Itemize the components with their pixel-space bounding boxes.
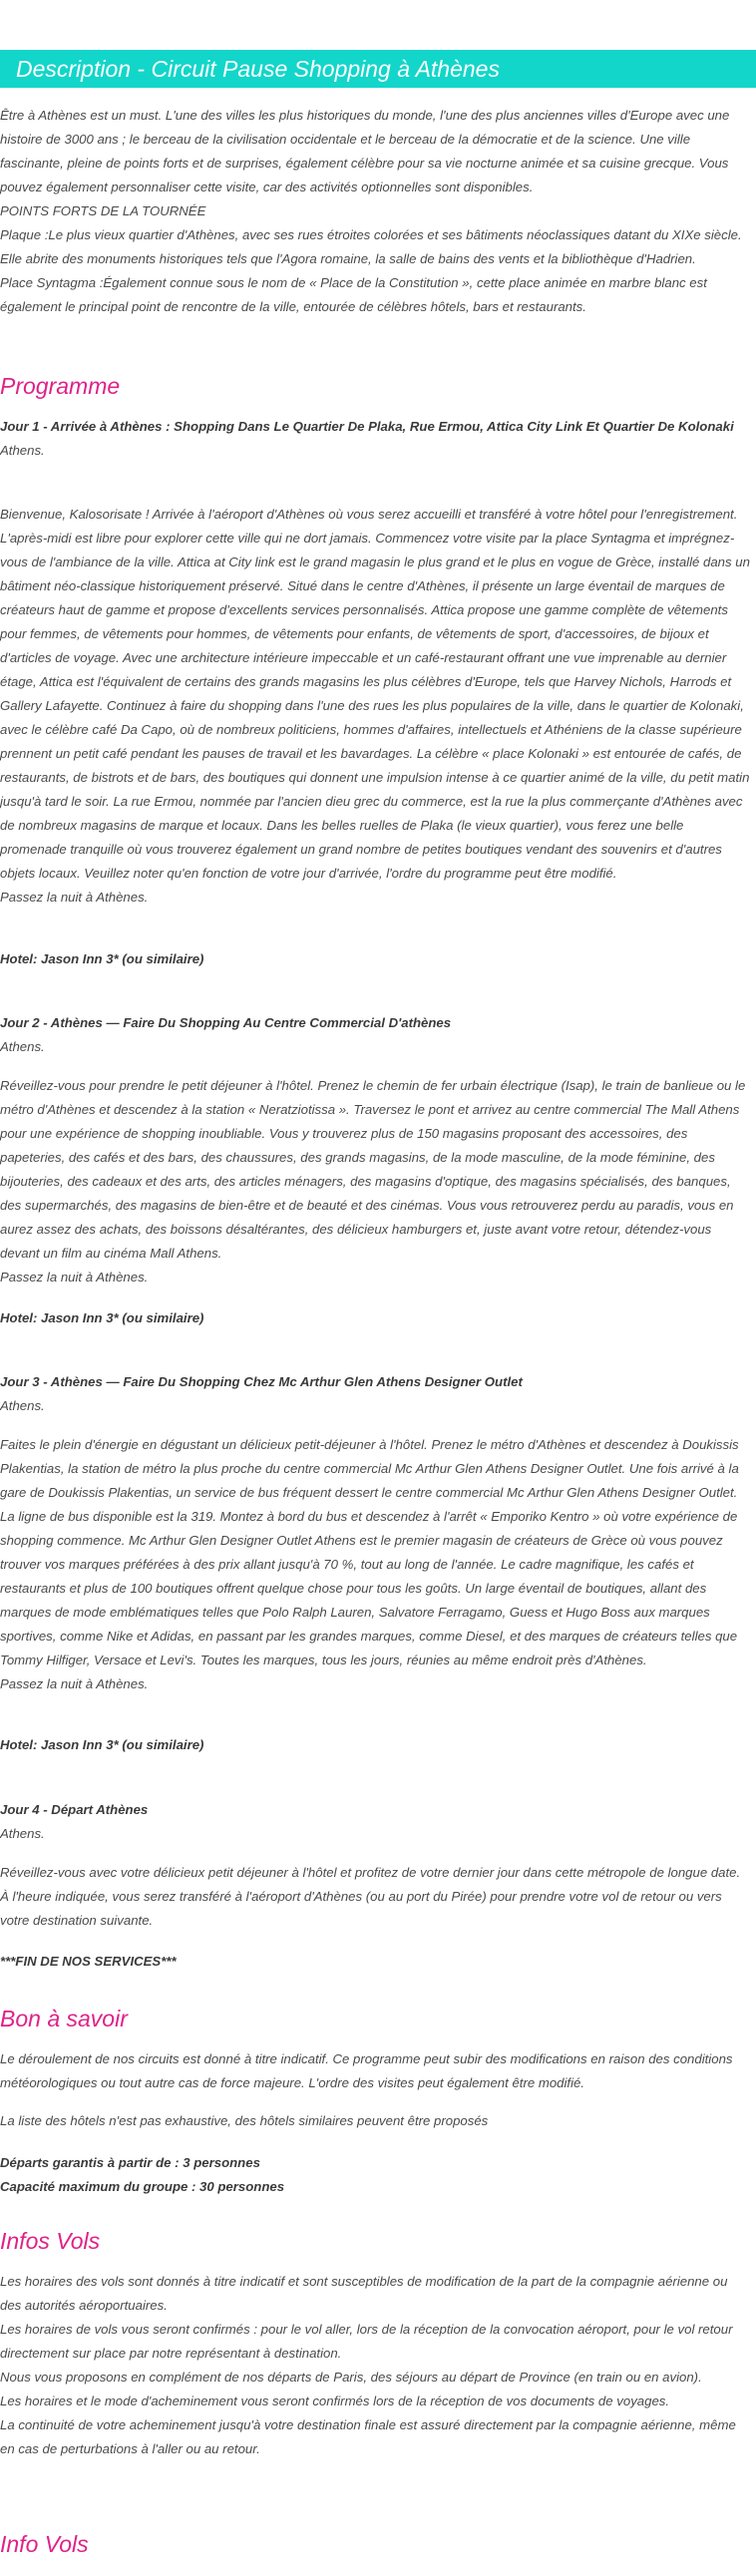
day-hotel: Hotel: Jason Inn 3* (ou similaire) [0, 1310, 204, 1325]
day-2-hotel [0, 1306, 750, 1330]
day-3-hotel [0, 1733, 750, 1757]
infos-line: Les horaires des vols sont donnés à titre indicatif et sont susceptibles de modification de la part de la compagnie aérienne ou des autorités aéroportuaires. [0, 2274, 728, 2313]
day-text: Réveillez-vous avec votre délicieux petit déjeuner à l'hôtel et profitez de votre dernier jour dans cette métropole de longue date. À l'heure indiquée, vous serez transféré à l'aéroport d'Athènes (ou au port du Pirée) pour prendre votre vol de retour ou vers votre destination suivante. [0, 1865, 741, 1928]
info-vols-heading: Info Vols [0, 2531, 89, 2557]
day-title: Jour 1 - Arrivée à Athènes : Shopping Dans Le Quartier De Plaka, Rue Ermou, Attica City Link Et Quartier De Kolonaki [0, 419, 734, 434]
day-1-body [0, 503, 750, 910]
day-city: Athens. [0, 1039, 45, 1054]
day-night: Passez la nuit à Athènes. [0, 890, 149, 905]
plaque-paragraph: Plaque :Le plus vieux quartier d'Athènes, avec ses rues étroites colorées et ses bâtiments néoclassiques datant du XIXe siècle. Elle abrite des monuments historiques tels que l'Agora romaine, la salle de bains des vents et la bibliothèque d'Hadrien. [0, 227, 742, 266]
day-title: Jour 2 - Athènes — Faire Du Shopping Au Centre Commercial D'athènes [0, 1015, 452, 1030]
capacite-text: Capacité maximum du groupe : 30 personnes [0, 2179, 285, 2194]
bon-paragraph-1 [0, 2047, 750, 2095]
end-of-services [0, 1950, 750, 1974]
intro-section [0, 104, 750, 319]
day-city: Athens. [0, 1398, 45, 1413]
bon-text: Le déroulement de nos circuits est donné à titre indicatif. Ce programme peut subir des modifications en raison des conditions météorologiques ou tout autre cas de force majeure. L'ordre des visites peut également être modifié. [0, 2051, 733, 2090]
day-2 [0, 1011, 750, 1059]
day-text: Réveillez-vous pour prendre le petit déjeuner à l'hôtel. Prenez le chemin de fer urbain électrique (Isap), le train de banlieue ou le métro d'Athènes et descendez à la station « Neratziotissa ». Traversez le pont et arrivez au centre commercial The Mall Athens pour une expérience de shopping inoubliable. Vous y trouverez plus de 150 magasins proposant des accessoires, des papeteries, des cafés et des bars, des chaussures, des grands magasins, de la mode masculine, de la mode féminine, des bijouteries, des cadeaux et des arts, des articles ménagers, des magasins d'optique, des magasins spécialisés, des banques, des supermarchés, des magasins de bien-être et de beauté et des cinémas. Vous vous retrouverez perdu au paradis, vous en aurez assez des achats, des boissons désaltérantes, des délicieux hamburgers et, juste avant votre retour, détendez-vous devant un film au cinéma Mall Athens. [0, 1078, 746, 1261]
description-banner [0, 50, 756, 88]
day-text: Bienvenue, Kalosorisate ! Arrivée à l'aéroport d'Athènes où vous serez accueilli et transféré à votre hôtel pour l'enregistrement. L'après-midi est libre pour explorer cette ville qui ne dort jamais. Commencez votre visite par la place Syntagma et imprégnez-vous de l'ambiance de la ville. Attica at City link est le grand magasin le plus grand et le plus en vogue de Grèce, installé dans un bâtiment néo-classique historiquement préservé. Situé dans le centre d'Athènes, il présente un large éventail de marques de créateurs haut de gamme et propose d'excellents services personnalisés. Attica propose une gamme complète de vêtements pour femmes, de vêtements pour hommes, de vêtements pour enfants, de vêtements de sport, d'accessoires, de bijoux et d'articles de voyage. Avec une architecture intérieure impeccable et un café-restaurant offrant une vue imprenable au dernier étage, Attica est l'équivalent de certains des grands magasins les plus célèbres d'Europe, tels que Harvey Nichols, Harrods et Gallery Lafayette. Continuez à faire du shopping dans l'une des rues les plus populaires de la ville, dans le quartier de Kolonaki, avec le célèbre café Da Capo, où de nombreux politiciens, hommes d'affaires, intellectuels et Athéniens de la classe supérieure prennent un petit café pendant les pauses de travail et les bavardages. La célèbre « place Kolonaki » est entourée de cafés, de restaurants, de bistrots et de bars, des boutiques qui donnent une impulsion intense à ce quartier animé de la ville, du petit matin jusqu'à tard le soir. La rue Ermou, nommée par l'ancien dieu grec du commerce, est la rue la plus commerçante d'Athènes avec de nombreux magasins de marque et locaux. Dans les belles ruelles de Plaka (le vieux quartier), vous ferez une belle promenade tranquille où vous trouverez également un grand nombre de petites boutiques vendant des souvenirs et d'autres objets locaux. Veuillez noter qu'en fonction de votre jour d'arrivée, l'ordre du programme peut être modifié. [0, 507, 750, 881]
bon-departs [0, 2151, 750, 2199]
end-text: ***FIN DE NOS SERVICES*** [0, 1954, 177, 1969]
bon-a-savoir-heading: Bon à savoir [0, 2006, 128, 2031]
bon-text: La liste des hôtels n'est pas exhaustive, des hôtels similaires peuvent être proposés [0, 2113, 489, 2128]
day-1-hotel [0, 947, 750, 971]
day-hotel: Hotel: Jason Inn 3* (ou similaire) [0, 951, 204, 966]
description-title: Description - Circuit Pause Shopping à Athènes [16, 56, 500, 82]
day-4-body [0, 1861, 750, 1933]
infos-vols-heading: Infos Vols [0, 2228, 101, 2254]
departs-text: Départs garantis à partir de : 3 personnes [0, 2155, 260, 2170]
bon-paragraph-2 [0, 2109, 750, 2133]
infos-vols-text [0, 2270, 750, 2461]
day-3-body [0, 1433, 750, 1696]
day-city: Athens. [0, 1826, 45, 1841]
points-forts-title: POINTS FORTS DE LA TOURNÉE [0, 203, 206, 218]
day-text: Faites le plein d'énergie en dégustant un délicieux petit-déjeuner à l'hôtel. Prenez le métro d'Athènes et descendez à Doukissis Plakentias, la station de métro la plus proche du centre commercial Mc Arthur Glen Athens Designer Outlet. Une fois arrivé à la gare de Doukissis Plakentias, un service de bus fréquent dessert le centre commercial Mc Arthur Glen Athens Designer Outlet. La ligne de bus disponible est la 319. Montez à bord du bus et descendez à l'arrêt « Emporiko Kentro » où votre expérience de shopping commence. Mc Arthur Glen Designer Outlet Athens est le premier magasin de créateurs de Grèce où vous pouvez trouver vos marques préférées à des prix allant jusqu'à 70 %, tout au long de l'année. Le cadre magnifique, les cafés et restaurants et plus de 100 boutiques offrent quelque chose pour tous les goûts. Un large éventail de boutiques, allant des marques de mode emblématiques telles que Polo Ralph Lauren, Salvatore Ferragamo, Guess et Hugo Boss aux marques sportives, comme Nike et Adidas, en passant par les grandes marques, comme Diesel, et des marques de créateurs telles que Tommy Hilfiger, Versace et Levi's. Toutes les marques, tous les jours, réunies au même endroit près d'Athènes. [0, 1437, 739, 1667]
day-hotel: Hotel: Jason Inn 3* (ou similaire) [0, 1737, 204, 1752]
day-title: Jour 4 - Départ Athènes [0, 1802, 149, 1817]
day-4 [0, 1798, 750, 1846]
infos-line: La continuité de votre acheminement jusqu'à votre destination finale est assuré directement par la compagnie aérienne, même en cas de perturbations à l'aller ou au retour. [0, 2417, 736, 2456]
day-2-body [0, 1074, 750, 1289]
intro-paragraph: Être à Athènes est un must. L'une des villes les plus historiques du monde, l'une des plus anciennes villes d'Europe avec une histoire de 3000 ans ; le berceau de la civilisation occidentale et le berceau de la démocratie et de la science. Une ville fascinante, pleine de points forts et de surprises, également célèbre pour sa vie nocturne animée et sa cuisine grecque. Vous pouvez également personnaliser cette visite, car des activités optionnelles sont disponibles. [0, 108, 730, 194]
day-night: Passez la nuit à Athènes. [0, 1270, 149, 1285]
day-city: Athens. [0, 443, 45, 458]
day-3 [0, 1370, 750, 1418]
programme-heading: Programme [0, 373, 121, 399]
day-night: Passez la nuit à Athènes. [0, 1676, 149, 1691]
infos-line: Les horaires de vols vous seront confirmés : pour le vol aller, lors de la réception de la convocation aéroport, pour le vol retour directement sur place par notre représentant à destination. [0, 2322, 733, 2361]
syntagma-paragraph: Place Syntagma :Également connue sous le nom de « Place de la Constitution », cette place animée en marbre blanc est également le principal point de rencontre de la ville, entourée de célèbres hôtels, bars et restaurants. [0, 275, 707, 314]
day-title: Jour 3 - Athènes — Faire Du Shopping Chez Mc Arthur Glen Athens Designer Outlet [0, 1374, 523, 1389]
infos-line: Nous vous proposons en complément de nos départs de Paris, des séjours au départ de Province (en train ou en avion). [0, 2370, 702, 2385]
infos-line: Les horaires et le mode d'acheminement vous seront confirmés lors de la réception de vos documents de voyages. [0, 2393, 670, 2408]
day-1 [0, 415, 750, 463]
